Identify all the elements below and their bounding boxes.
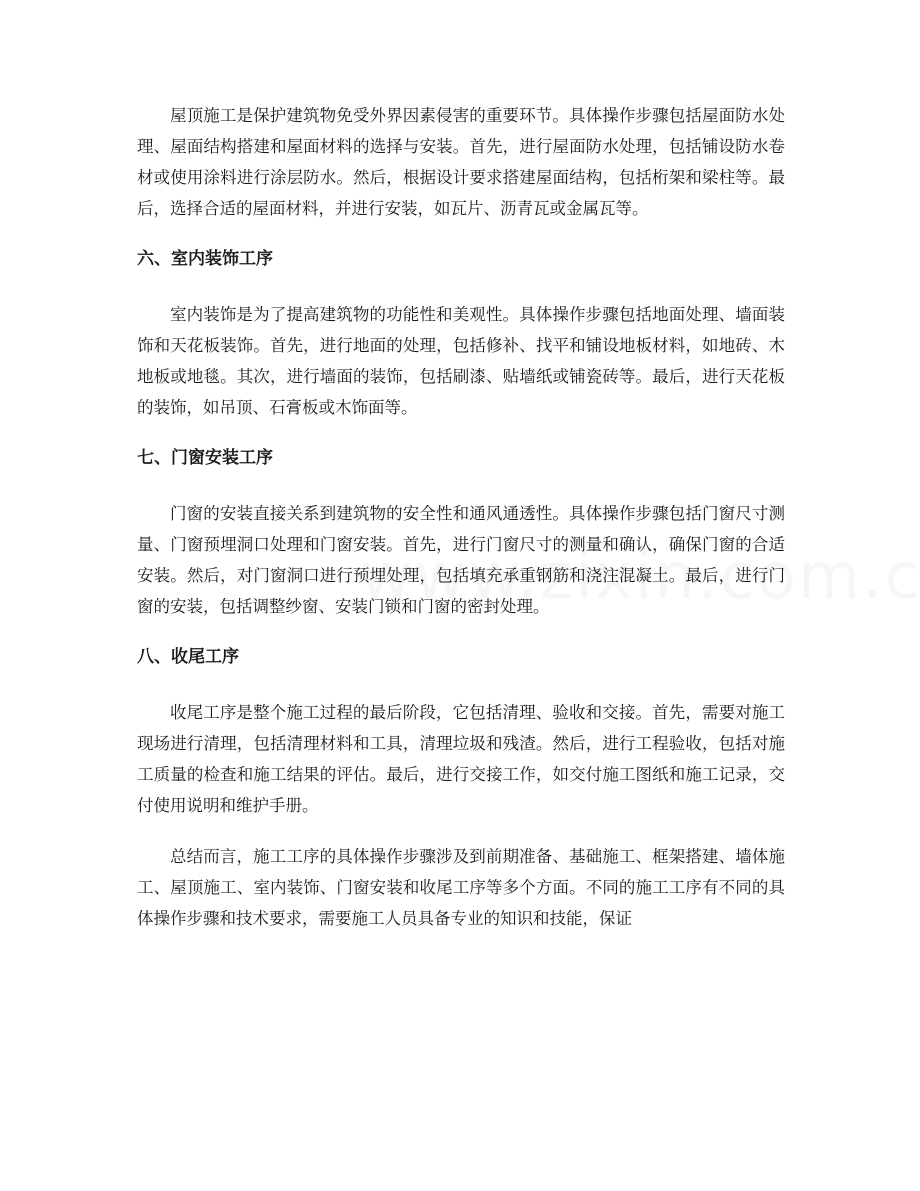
spacer	[137, 275, 785, 299]
spacer	[137, 622, 785, 642]
spacer	[137, 821, 785, 841]
paragraph-interior-decoration: 室内装饰是为了提高建筑物的功能性和美观性。具体操作步骤包括地面处理、墙面装饰和天花板装饰。首先，进行地面的处理，包括修补、找平和铺设地板材料，如地砖、木地板或地毯。其次，进行墙面的装饰，包括刷漆、贴墙纸或铺瓷砖等。最后，进行天花板的装饰，如吊顶、石膏板或木饰面等。	[137, 305, 785, 417]
spacer	[137, 224, 785, 244]
paragraph-finishing-process: 收尾工序是整个施工过程的最后阶段，它包括清理、验收和交接。首先，需要对施工现场进行清理，包括清理材料和工具，清理垃圾和残渣。然后，进行工程验收，包括对施工质量的检查和施工结果的评估。最后，进行交接工作，如交付施工图纸和施工记录，交付使用说明和维护手册。	[137, 703, 785, 815]
spacer	[137, 673, 785, 697]
spacer	[137, 423, 785, 443]
heading-door-window-installation: 七、门窗安装工序	[137, 448, 273, 468]
document-body	[137, 100, 785, 934]
paragraph-summary: 总结而言，施工工序的具体操作步骤涉及到前期准备、基础施工、框架搭建、墙体施工、屋顶施工、室内装饰、门窗安装和收尾工序等多个方面。不同的施工工序有不同的具体操作步骤和技术要求，需要施工人员具备专业的知识和技能，保证	[137, 847, 785, 928]
paragraph-roof-construction: 屋顶施工是保护建筑物免受外界因素侵害的重要环节。具体操作步骤包括屋面防水处理、屋面结构搭建和屋面材料的选择与安装。首先，进行屋面防水处理，包括铺设防水卷材或使用涂料进行涂层防水。然后，根据设计要求搭建屋面结构，包括桁架和梁柱等。最后，选择合适的屋面材料，并进行安装，如瓦片、沥青瓦或金属瓦等。	[137, 106, 785, 218]
spacer	[137, 474, 785, 498]
paragraph-door-window-installation: 门窗的安装直接关系到建筑物的安全性和通风通透性。具体操作步骤包括门窗尺寸测量、门窗预埋洞口处理和门窗安装。首先，进行门窗尺寸的测量和确认，确保门窗的合适安装。然后，对门窗洞口进行预埋处理，包括填充承重钢筋和浇注混凝土。最后，进行门窗的安装，包括调整纱窗、安装门锁和门窗的密封处理。	[137, 504, 785, 616]
heading-interior-decoration: 六、室内装饰工序	[137, 249, 273, 269]
heading-finishing-process: 八、收尾工序	[137, 647, 239, 667]
